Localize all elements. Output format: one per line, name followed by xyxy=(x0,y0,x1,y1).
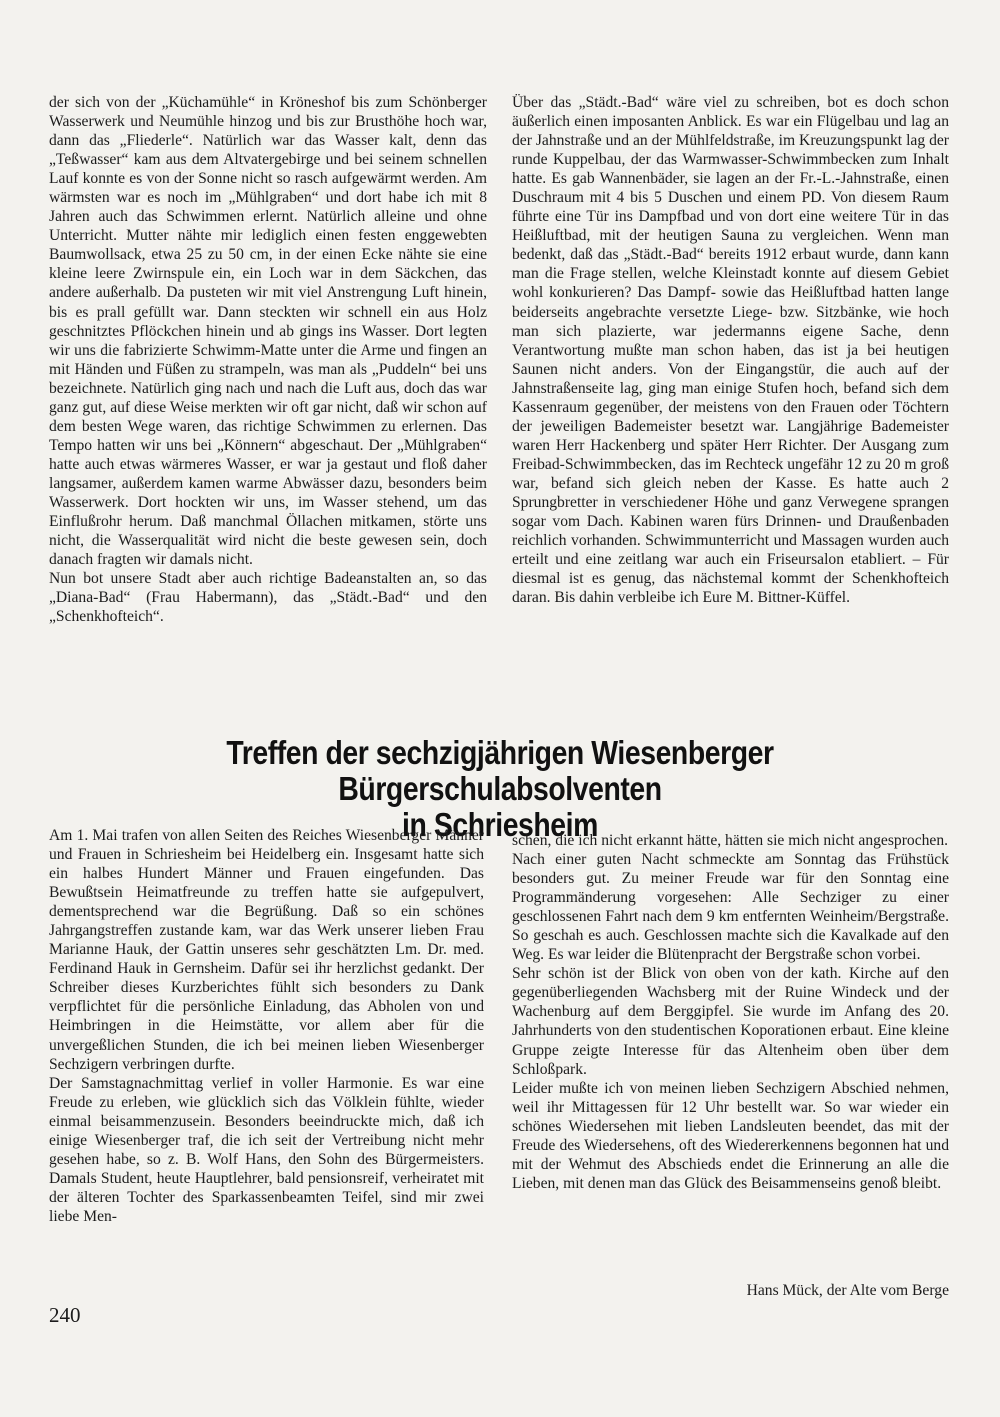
bottom-article-left-column xyxy=(49,826,484,1226)
top-article-right-column xyxy=(512,93,949,607)
paragraph: der sich von der „Küchamühle“ in Kröneshof bis zum Schönberger Wasserwerk und Neumühle hinzog und bis zur Brusthöhe hoch war, dann das „Fliederle“. Natürlich war das Wasser kalt, denn das „Teßwasser“ kam aus dem Altvatergebirge und bei seinem schnellen Lauf konnte es von der Sonne nicht so rasch aufgewärmt werden. Am wärmsten war es noch im „Mühlgraben“ und dort habe ich mit 8 Jahren auch das Schwimmen erlernt. Natürlich alleine und ohne Unterricht. Mutter nähte mir lediglich einen festen enggewebten Baumwollsack, etwa 25 zu 50 cm, in der einen Ecke nähte sie eine kleine leere Zwirnspule ein, ein Loch war in dem Säckchen, das andere außerhalb. Da pusteten wir mit viel Anstrengung Luft hinein, bis es prall gefüllt war. Dann steckten wir schnell ein aus Holz geschnitztes Pflöckchen hinein und ab gings ins Wasser. Dort legten wir uns die fabrizierte Schwimm-Matte unter die Arme und fingen an mit Händen und Füßen zu strampeln, was man als „Puddeln“ bei uns bezeichnete. Natürlich ging nach und nach die Luft aus, doch das war ganz gut, auf diese Weise merkten wir oft gar nicht, daß wir schon auf dem besten Wege waren, das richtige Schwimmen zu erlernen. Das Tempo hatten wir uns bei „Könnern“ abgeschaut. Der „Mühlgraben“ hatte auch etwas wärmeres Wasser, er war ja gestaut und floß daher langsamer, außerdem kamen warme Abwässer dazu, besonders beim Wasserwerk. Dort hockten wir uns, im Wasser stehend, um das Einflußrohr herum. Daß manchmal Öllachen mitkamen, störte uns nicht, die Wasserqualität wird nicht die beste gewesen sein, doch danach fragten wir damals nicht. xyxy=(49,94,487,569)
paragraph: Nun bot unsere Stadt aber auch richtige Badeanstalten an, so das „Diana-Bad“ (Frau Habermann), das „Städt.-Bad“ und den „Schenkhofteich“. xyxy=(49,570,487,626)
paragraph: Am 1. Mai trafen von allen Seiten des Reiches Wiesenberger Männer und Frauen in Schriesheim bei Heidelberg ein. Insgesamt hatte sich ein halbes Hundert Männer und Frauen eingefunden. Das Bewußtsein Heimatfreunde zu treffen hatte sie aufgepulvert, dementsprechend war die Begrüßung. Daß so ein schönes Jahrgangstreffen zustande kam, war das Werk unserer lieben Frau Marianne Hauk, der Gattin unseres sehr geschätzten Lm. Dr. med. Ferdinand Hauk in Gernsheim. Dafür sei ihr herzlichst gedankt. Der Schreiber dieses Kurzberichtes fühlt sich besonders zu Dank verpflichtet für die persönliche Einladung, das Abholen von und Heimbringen in die Heimstätte, vor allem aber für die unvergeßlichen Stunden, die ich bei meinen lieben Wiesenberger Sechzigern verbringen durfte. xyxy=(49,827,484,1073)
paragraph: schen, die ich nicht erkannt hätte, hätten sie mich nicht angesprochen. xyxy=(512,832,949,849)
author-signature: Hans Mück, der Alte vom Berge xyxy=(746,1282,949,1299)
headline-line-2: in Schriesheim xyxy=(402,806,598,843)
top-article-left-column xyxy=(49,93,487,626)
paragraph: Nach einer guten Nacht schmeckte am Sonntag das Frühstück besonders gut. Zu meiner Freude war für den Sonntag eine Programmänderung vorgesehen: Alle Sechziger zu einer geschlossenen Fahrt nach dem 9 km entfernten Weinheim/Bergstraße. So geschah es auch. Geschlossen machte sich die Kavalkade auf den Weg. Es war leider die Blütenpracht der Bergstraße schon vorbei. xyxy=(512,851,949,964)
paragraph: Der Samstagnachmittag verlief in voller Harmonie. Es war eine Freude zu erleben, wie glücklich sich das Völklein fühlte, wieder einmal beisammenzusein. Besonders beeindruckte mich, daß ich einige Wiesenberger traf, die ich seit der Vertreibung nicht mehr gesehen habe, so z. B. Wolf Hans, den Sohn des Bürgermeisters. Damals Student, heute Hauptlehrer, bald pensionsreif, verheiratet mit der älteren Tochter des Sparkassenbeamten Teifel, sind mir zwei liebe Men- xyxy=(49,1074,484,1225)
paragraph: Über das „Städt.-Bad“ wäre viel zu schreiben, bot es doch schon äußerlich einen imposanten Anblick. Es war ein Flügelbau und lag an der Jahnstraße und an der Mühlfeldstraße, im Kreuzungspunkt lag der runde Kuppelbau, der das Warmwasser-Schwimmbecken zum Inhalt hatte. Es gab Wannenbäder, sie lagen an der Fr.-L.-Jahnstraße, einen Duschraum mit 4 bis 5 Duschen und einem PD. Von diesem Raum führte eine Tür ins Dampfbad und von dort eine weitere Tür in das Heißluftbad, mit der heutigen Sauna zu vergleichen. Wenn man bedenkt, daß das „Städt.-Bad“ bereits 1912 erbaut wurde, dann kann man die Frage stellen, welche Kleinstadt konnte auf diesem Gebiet wohl konkurieren? Das Dampf- sowie das Heißluftbad hatten lange beiderseits angebrachte versetzte Liege- bzw. Sitzbänke, wie hoch man sich plazierte, war jedermanns eigene Sache, denn Verantwortung mußte man schon haben, das ist ja bei heutigen Saunen nicht anders. Von der Eingangstür, die auch auf der Jahnstraßenseite lag, ging man einige Stufen hoch, befand sich dem Kassenraum gegenüber, der meistens von den Frauen oder Töchtern der jeweiligen Bademeister besetzt war. Langjährige Bademeister waren Herr Hackenberg und später Herr Richter. Der Ausgang zum Freibad-Schwimmbecken, das im Rechteck ungefähr 12 zu 20 m groß war, befand sich gleich neben der Kasse. Es hatte auch 2 Sprungbretter in verschiedener Höhe und ganz Verwegene sprangen sogar vom Dach. Kabinen waren fürs Drinnen- und Draußenbaden reichlich vorhanden. Schwimmunterricht und Massagen wurden auch erteilt und eine zeitlang war auch ein Friseursalon etabliert. – Für diesmal ist es genug, das nächstemal kommt der Schenkhofteich daran. Bis dahin verbleibe ich Eure M. Bittner-Küffel. xyxy=(512,94,949,607)
paragraph: Leider mußte ich von meinen lieben Sechzigern Abschied nehmen, weil ihr Mittagessen für 12 Uhr bestellt war. So war wieder ein schönes Wiedersehen mit lieben Landsleuten beendet, das mit der Freude des Wiedersehens, oft des Wiedererkennens begonnen hat und mit der Wehmut des Abschieds endet die Erinnerung an alle die Lieben, mit denen man das Glück des Beisammenseins genoß bleibt. xyxy=(512,1079,949,1192)
headline-line-1: Treffen der sechzigjährigen Wiesenberger Bürgerschulabsolventen xyxy=(226,734,774,807)
bottom-article-right-column xyxy=(512,831,949,1193)
page-number: 240 xyxy=(49,1303,81,1327)
paragraph: Sehr schön ist der Blick von oben von der kath. Kirche auf den gegenüberliegenden Wachsberg mit der Ruine Windeck und der Wachenburg auf dem Berggipfel. Sie wurde im Anfang des 20. Jahrhunderts von den studentischen Koporationen erbaut. Eine kleine Gruppe zeigte Interesse für das Altenheim oben über dem Schloßpark. xyxy=(512,965,949,1078)
